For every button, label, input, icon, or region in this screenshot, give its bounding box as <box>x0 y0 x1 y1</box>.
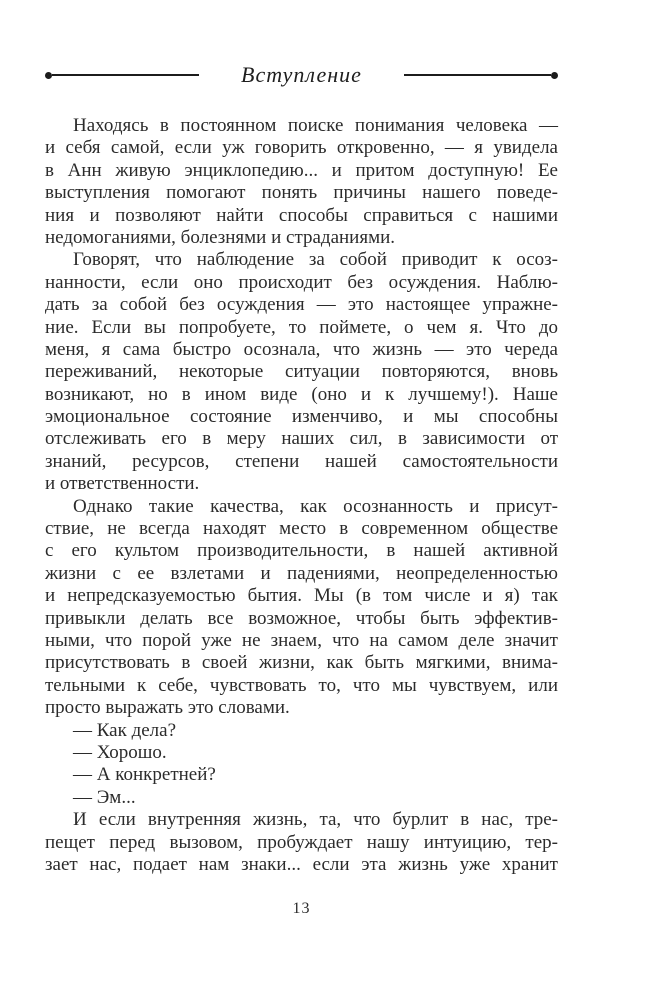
text-line: тельными к себе, чувствовать то, что мы чувствуем, или <box>45 674 558 696</box>
text-line: ния и позволяют найти способы справиться с нашими <box>45 204 558 226</box>
header-left-dot <box>45 72 52 79</box>
text-line: присутствовать в своей жизни, как быть мягкими, внима- <box>45 652 558 674</box>
text-line: и ответственности. <box>45 473 200 495</box>
text-line: переживаний, некоторые ситуации повторяются, вновь <box>45 361 558 383</box>
chapter-title: Вступление <box>241 62 362 87</box>
text-line: эмоциональное состояние изменчиво, и мы способны <box>45 406 558 428</box>
text-line: знаний, ресурсов, степени нашей самостоятельности <box>45 450 558 472</box>
text-line: — Хорошо. <box>73 741 167 763</box>
text-line: Говорят, что наблюдение за собой приводит к осоз- <box>73 249 558 271</box>
text-block <box>45 62 558 876</box>
page-number: 13 <box>292 900 311 917</box>
text-line: привыкли делать все возможное, чтобы быть эффектив- <box>45 607 558 629</box>
text-line: пещет перед вызовом, пробуждает нашу интуицию, тер- <box>45 831 558 853</box>
text-line: дать за собой без осуждения — это настоящее упражне- <box>45 294 558 316</box>
text-line: ние. Если вы попробуете, то поймете, о чем я. Что до <box>45 316 558 338</box>
text-line: возникают, но в ином виде (оно и к лучшему!). Наше <box>45 383 558 405</box>
text-line: жизни с ее взлетами и падениями, неопределенностью <box>45 562 558 584</box>
text-line: просто выражать это словами. <box>45 697 290 719</box>
text-line: отслеживать его в меру наших сил, в зависимости от <box>45 428 558 450</box>
text-line: ными, что порой уже не знаем, что на самом деле значит <box>45 629 558 651</box>
header-right-rule <box>404 74 551 76</box>
text-line: ствие, не всегда находят место в современном обществе <box>45 518 558 540</box>
text-line: Находясь в постоянном поиске понимания человека — <box>73 115 558 136</box>
chapter-header <box>45 62 558 88</box>
text-line: Однако такие качества, как осознанность и присут- <box>73 495 558 517</box>
text-line: выступления помогают понять причины нашего поведе- <box>45 182 558 204</box>
text-line: — Эм... <box>73 786 136 808</box>
text-line: меня, я сама быстро осознала, что жизнь — это череда <box>45 338 558 360</box>
text-line: в Анн живую энциклопедию... и притом доступную! Ее <box>45 159 558 181</box>
header-left-rule <box>52 74 199 76</box>
text-line: недомоганиями, болезнями и страданиями. <box>45 226 396 248</box>
text-line: с его культом производительности, в нашей активной <box>45 540 558 562</box>
text-line: И если внутренняя жизнь, та, что бурлит в нас, тре- <box>73 809 558 831</box>
body-lines <box>45 115 558 876</box>
text-line: и себя самой, если уж говорить откровенно, — я увидела <box>45 137 558 159</box>
text-line: зает нас, подает нам знаки... если эта жизнь уже хранит <box>45 853 558 875</box>
text-line: и непредсказуемостью бытия. Мы (в том числе и я) так <box>45 585 558 607</box>
header-right-dot <box>551 72 558 79</box>
text-line: — А конкретней? <box>73 764 216 786</box>
text-line: нанности, если оно происходит без осуждения. Наблю- <box>45 271 558 293</box>
text-line: — Как дела? <box>73 719 177 741</box>
